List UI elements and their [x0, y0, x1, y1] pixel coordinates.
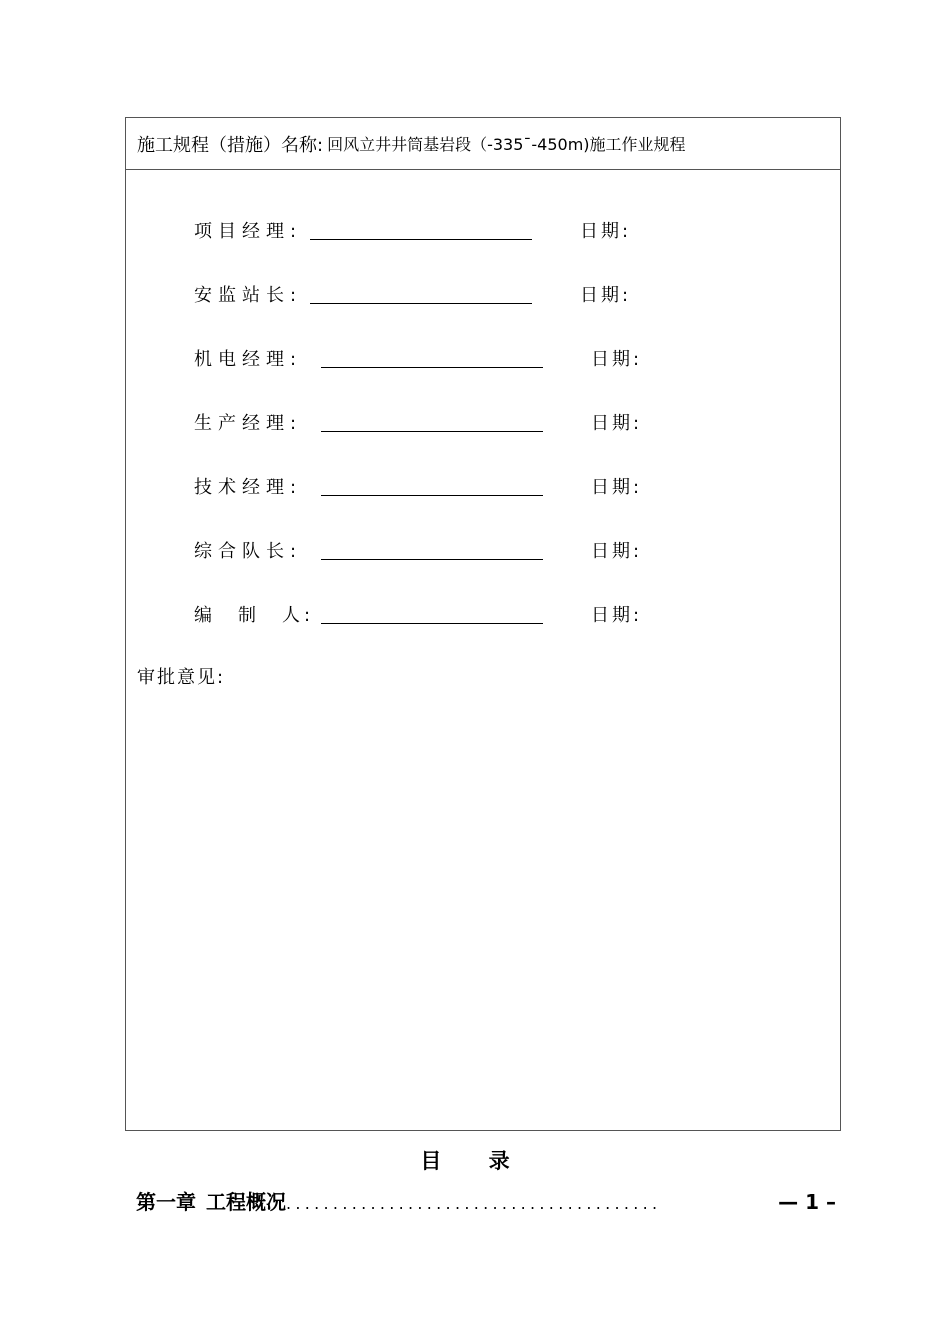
date-label: 日期: — [591, 541, 643, 562]
signature-line[interactable] — [321, 623, 543, 624]
title-value: 回风立井井筒基岩段（-335¯-450m)施工作业规程 — [327, 135, 686, 154]
toc-page-number: — 1 – — [778, 1190, 836, 1214]
toc-title: 目 录 — [420, 1149, 530, 1173]
signature-label: 技术经理: — [194, 477, 303, 498]
signature-label: 生产经理: — [194, 413, 303, 434]
signature-label: 编 制 人: — [194, 605, 315, 626]
signature-label: 综合队长: — [194, 541, 303, 562]
signature-line[interactable] — [310, 239, 532, 240]
toc-entry[interactable] — [136, 1186, 836, 1215]
approval-form — [125, 117, 841, 1131]
signature-line[interactable] — [321, 495, 543, 496]
approval-opinion-label: 审批意见: — [137, 667, 226, 688]
signature-line[interactable] — [321, 559, 543, 560]
toc-chapter-title: 工程概况 — [206, 1190, 286, 1214]
signature-label: 项目经理: — [194, 221, 303, 242]
date-label: 日期: — [591, 605, 643, 626]
signature-label: 安监站长: — [194, 285, 303, 306]
signature-line[interactable] — [321, 431, 543, 432]
date-label: 日期: — [591, 413, 643, 434]
toc-leader-dots: ........................................ — [286, 1194, 662, 1213]
date-label: 日期: — [580, 221, 632, 242]
toc-chapter-number: 第一章 — [136, 1190, 196, 1214]
form-title-row — [126, 118, 840, 170]
title-label: 施工规程（措施）名称: — [137, 134, 324, 156]
date-label: 日期: — [580, 285, 632, 306]
signature-line[interactable] — [321, 367, 543, 368]
signature-label: 机电经理: — [194, 349, 303, 370]
date-label: 日期: — [591, 477, 643, 498]
date-label: 日期: — [591, 349, 643, 370]
signature-line[interactable] — [310, 303, 532, 304]
